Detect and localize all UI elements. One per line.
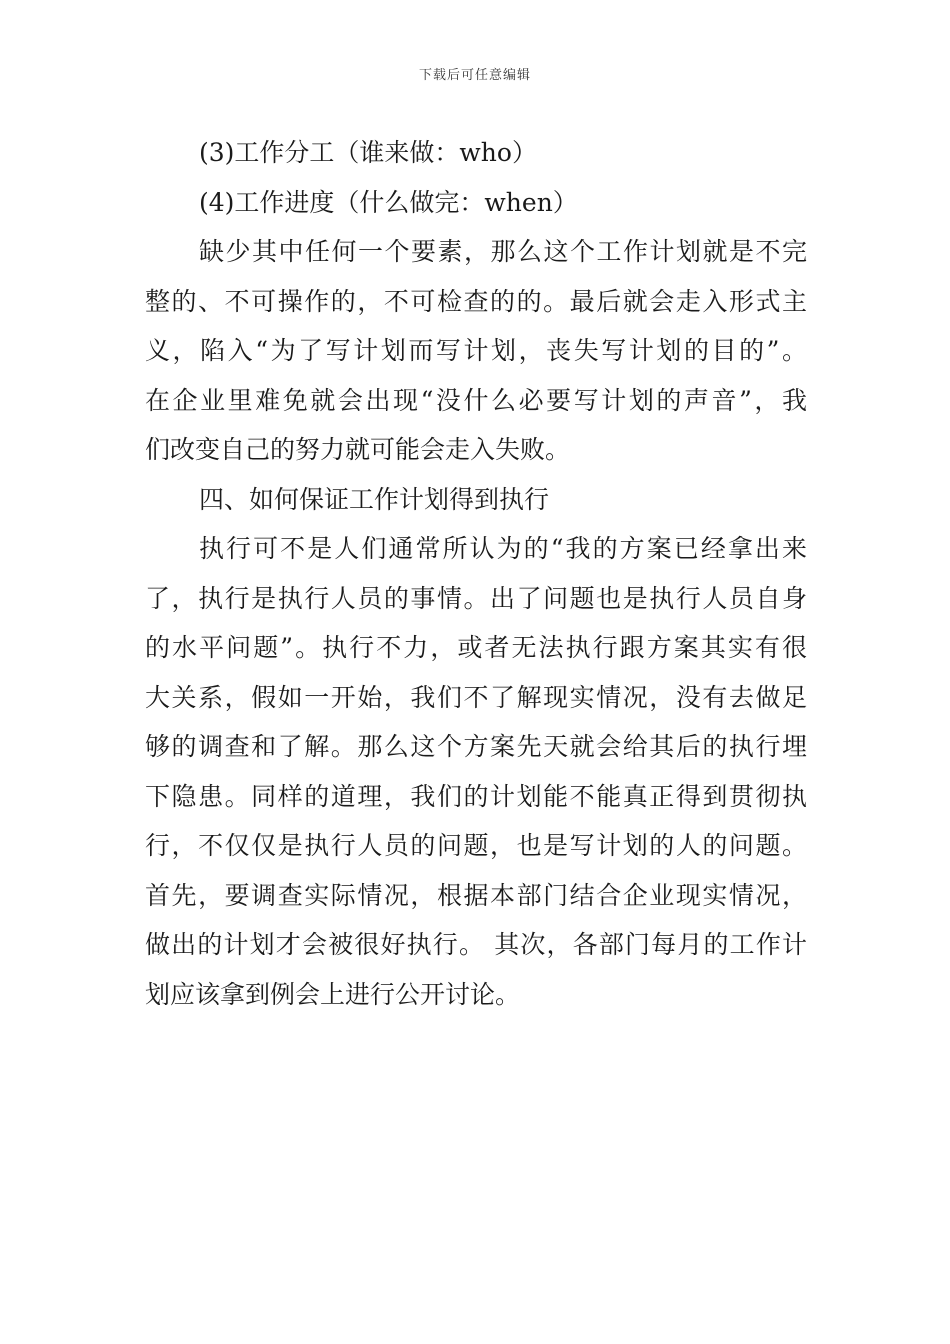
section-heading: 四、如何保证工作计划得到执行 (199, 484, 550, 514)
page-header: 下载后可任意编辑 (418, 68, 531, 83)
text-line: 的水平问题”。执行不力，或者无法执行跟方案其实有很 (145, 633, 807, 662)
text-line: 大关系，假如一开始，我们不了解现实情况，没有去做足 (145, 682, 807, 712)
text-line: 义，陷入“为了写计划而写计划，丧失写计划的目的”。 (145, 336, 807, 365)
text-line: 做出的计划才会被很好执行。 其次，各部门每月的工作计 (145, 930, 807, 959)
text-line: 整的、不可操作的，不可检查的的。最后就会走入形式主 (145, 286, 807, 316)
text-line: 执行可不是人们通常所认为的“我的方案已经拿出来 (199, 534, 807, 563)
text-line: (4)工作进度（什么做完：when） (199, 187, 578, 217)
text-line: 划应该拿到例会上进行公开讨论。 (145, 979, 521, 1009)
text-line: 们改变自己的努力就可能会走入失败。 (145, 435, 571, 464)
text-line: 够的调查和了解。那么这个方案先天就会给其后的执行埋 (145, 732, 807, 761)
text-line: 下隐患。同样的道理，我们的计划能不能真正得到贯彻执 (145, 781, 807, 811)
text-line: 了，执行是执行人员的事情。出了问题也是执行人员自身 (145, 583, 807, 613)
text-line: 缺少其中任何一个要素，那么这个工作计划就是不完 (199, 237, 807, 266)
text-line: 行，不仅仅是执行人员的问题，也是写计划的人的问题。 (145, 831, 807, 860)
text-line: 在企业里难免就会出现“没什么必要写计划的声音”，我 (145, 385, 807, 415)
text-line: 首先，要调查实际情况，根据本部门结合企业现实情况， (145, 880, 807, 910)
document-body (145, 128, 807, 1019)
text-line: (3)工作分工（谁来做：who） (199, 138, 537, 167)
